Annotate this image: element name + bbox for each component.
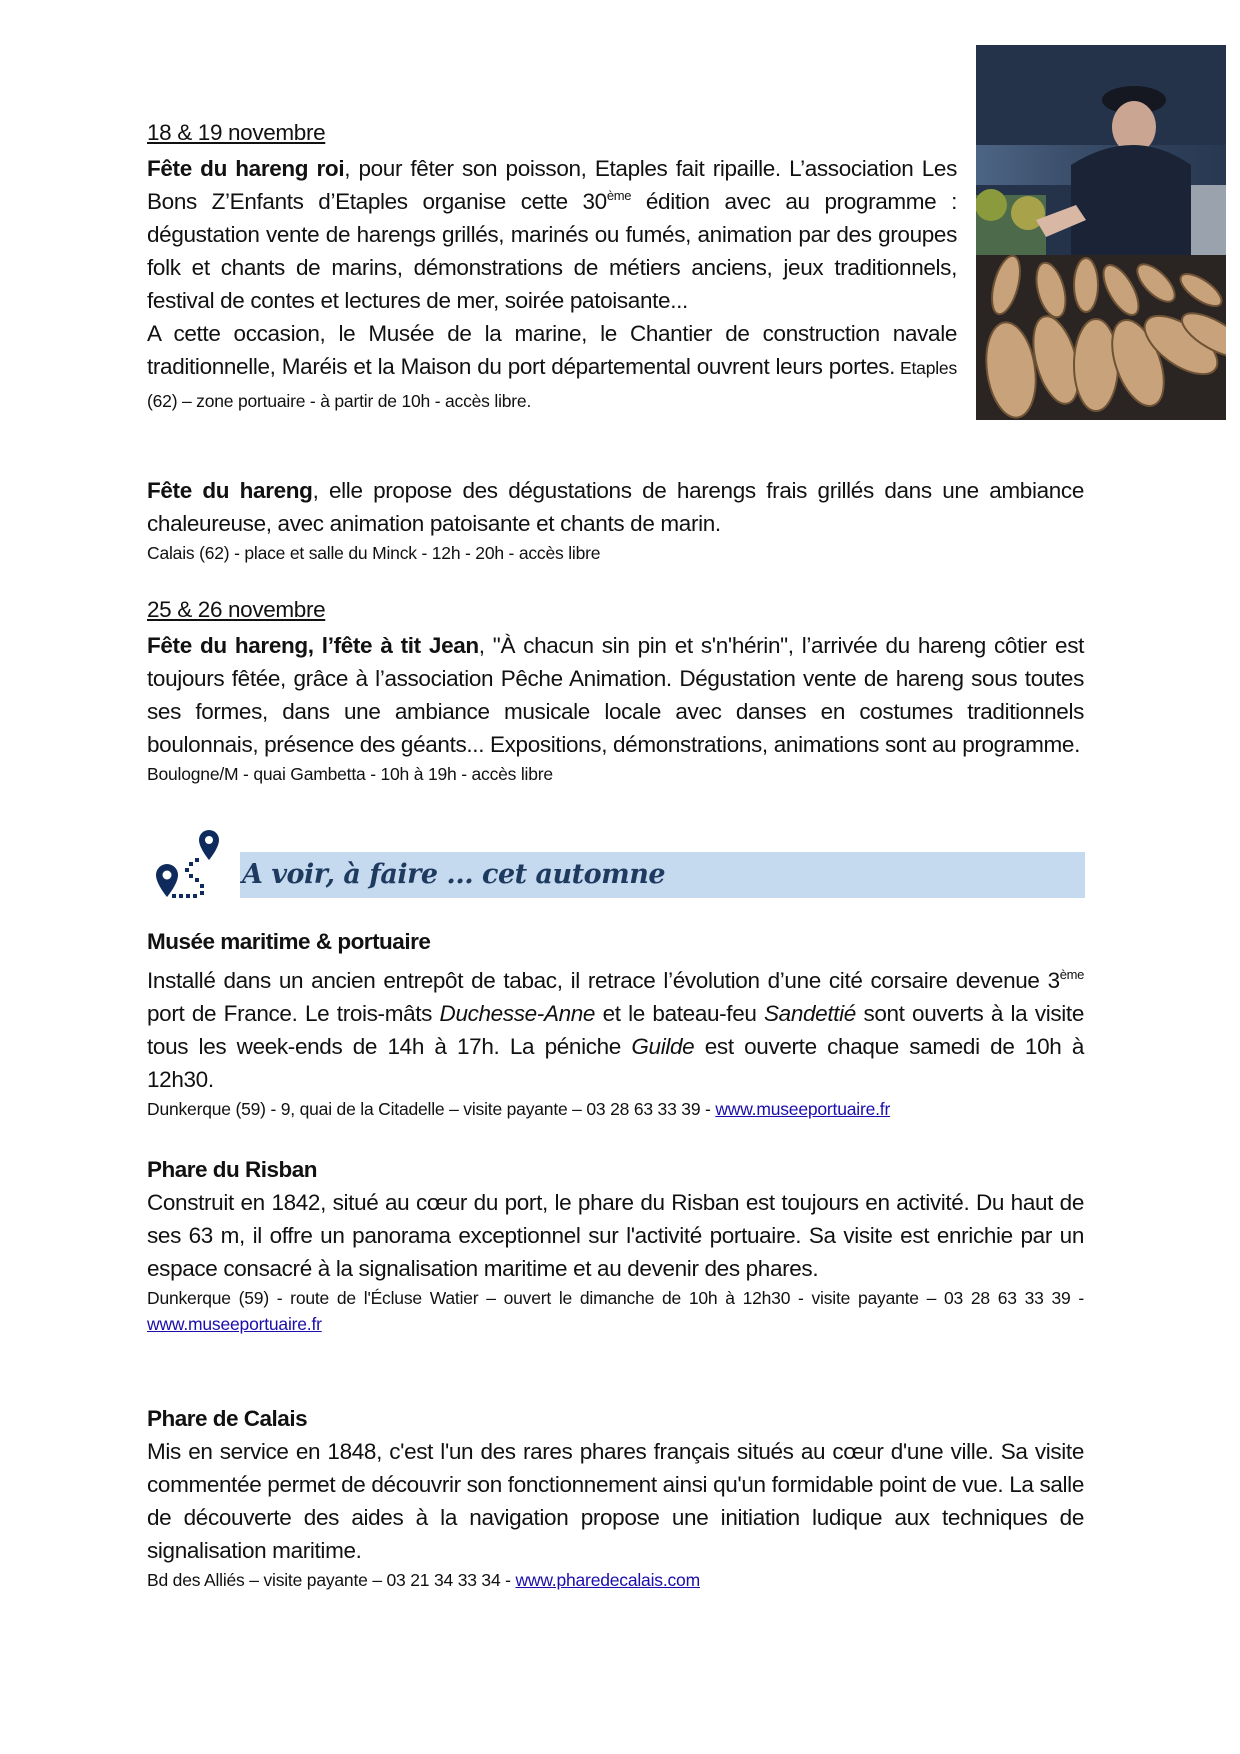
herring-grill-photo [976, 45, 1226, 420]
place-entry [147, 1402, 1084, 1593]
event-group [147, 474, 1084, 566]
event-info: Etaples (62) – zone portuaire - à partir de 10h - accès libre. [147, 358, 957, 411]
event-description [147, 474, 1084, 540]
event-group [147, 116, 957, 416]
ship-name: Duchesse-Anne [439, 1001, 596, 1026]
event-title: Fête du hareng, l’fête à tit Jean [147, 633, 479, 658]
website-link[interactable]: www.museeportuaire.fr [715, 1099, 891, 1119]
ship-name: Guilde [631, 1034, 695, 1059]
event-description [147, 317, 957, 416]
place-entry [147, 925, 1084, 1122]
place-info-text: Bd des Alliés – visite payante – 03 21 34 33 34 - [147, 1570, 516, 1590]
event-text: , "À chacun sin pin et s'n'hérin", l’arrivée du hareng côtier est toujours fêtée, grâce à l’association Pêche Animation. Dégustation vente de hareng sous toutes ses formes, dans une ambiance musicale locale avec danses en costumes traditionnels boulonnais, présence des géants... Expositions, démonstrations, animations sont au programme. [147, 633, 1084, 757]
section-icon-wrap [155, 828, 225, 900]
place-description: Construit en 1842, situé au cœur du port, le phare du Risban est toujours en activité. Du haut de ses 63 m, il offre un panorama exceptionnel sur l'activité portuaire. Sa visite est enrichie par un espace consacré à la signalisation maritime et au devenir des phares. [147, 1190, 1084, 1281]
place-text: Installé dans un ancien entrepôt de tabac, il retrace l’évolution d’une cité corsaire devenue 3 [147, 968, 1060, 993]
place-info-text: Dunkerque (59) - 9, quai de la Citadelle – visite payante – 03 28 63 33 39 - [147, 1099, 716, 1119]
place-title: Phare du Risban [147, 1157, 318, 1182]
event-info: Calais (62) - place et salle du Minck - 12h - 20h - accès libre [147, 543, 601, 563]
ship-name: Sandettié [764, 1001, 856, 1026]
event-date: 18 & 19 novembre [147, 120, 326, 145]
event-date: 25 & 26 novembre [147, 597, 326, 622]
event-title: Fête du hareng [147, 478, 313, 503]
event-text: , pour fêter son poisson, Etaples fait ripaille. L’association Les Bons Z’Enfants d’Etaples organise cette 30 [147, 156, 957, 214]
place-info [147, 1285, 1084, 1337]
section-title: A voir, à faire ... cet automne [242, 859, 665, 890]
place-description [147, 964, 1084, 1096]
superscript: ème [606, 188, 632, 203]
place-text: est ouverte chaque samedi de 10h à 12h30. [147, 1034, 1084, 1092]
place-description: Mis en service en 1848, c'est l'un des rares phares français situés au cœur d'une ville. Sa visite commentée permet de découvrir son fonctionnement ainsi qu'un formidable point de vue. La salle de découverte des aides à la navigation propose une initiation ludique aux techniques de signalisation maritime. [147, 1439, 1084, 1563]
event-description [147, 629, 1084, 761]
place-title: Musée maritime & portuaire [147, 929, 431, 954]
place-info [147, 1567, 1084, 1593]
place-title: Phare de Calais [147, 1406, 308, 1431]
event-text: , elle propose des dégustations de harengs frais grillés dans une ambiance chaleureuse, avec animation patoisante et chants de marin. [147, 478, 1084, 536]
place-text: et le bateau-feu [595, 1001, 765, 1026]
superscript: ème [1059, 967, 1084, 982]
place-info-text: Dunkerque (59) - route de l'Écluse Watier – ouvert le dimanche de 10h à 12h30 - visite payante – 03 28 63 33 39 - [147, 1288, 1084, 1308]
website-link[interactable]: www.museeportuaire.fr [147, 1314, 322, 1334]
place-entry [147, 1153, 1084, 1337]
event-info: Boulogne/M - quai Gambetta - 10h à 19h - accès libre [147, 764, 553, 784]
photo-illustration [976, 45, 1226, 420]
place-text: sont ouverts à la visite tous les week-ends de 14h à 17h. La péniche [147, 1001, 1084, 1059]
place-text: port de France. Le trois-mâts [147, 1001, 440, 1026]
event-text: A cette occasion, le Musée de la marine, le Chantier de construction navale traditionnelle, Maréis et la Maison du port départemental ouvrent leurs portes. [147, 321, 957, 379]
website-link[interactable]: www.pharedecalais.com [515, 1570, 700, 1590]
place-info [147, 1096, 1084, 1122]
event-description [147, 152, 957, 317]
event-text: édition avec au programme : dégustation vente de harengs grillés, marinés ou fumés, animation par des groupes folk et chants de marins, démonstrations de métiers anciens, jeux traditionnels, festival de contes et lectures de mer, soirée patoisante... [147, 189, 958, 313]
map-route-icon [155, 828, 225, 900]
event-title: Fête du hareng roi [147, 156, 345, 181]
event-group [147, 593, 1084, 787]
